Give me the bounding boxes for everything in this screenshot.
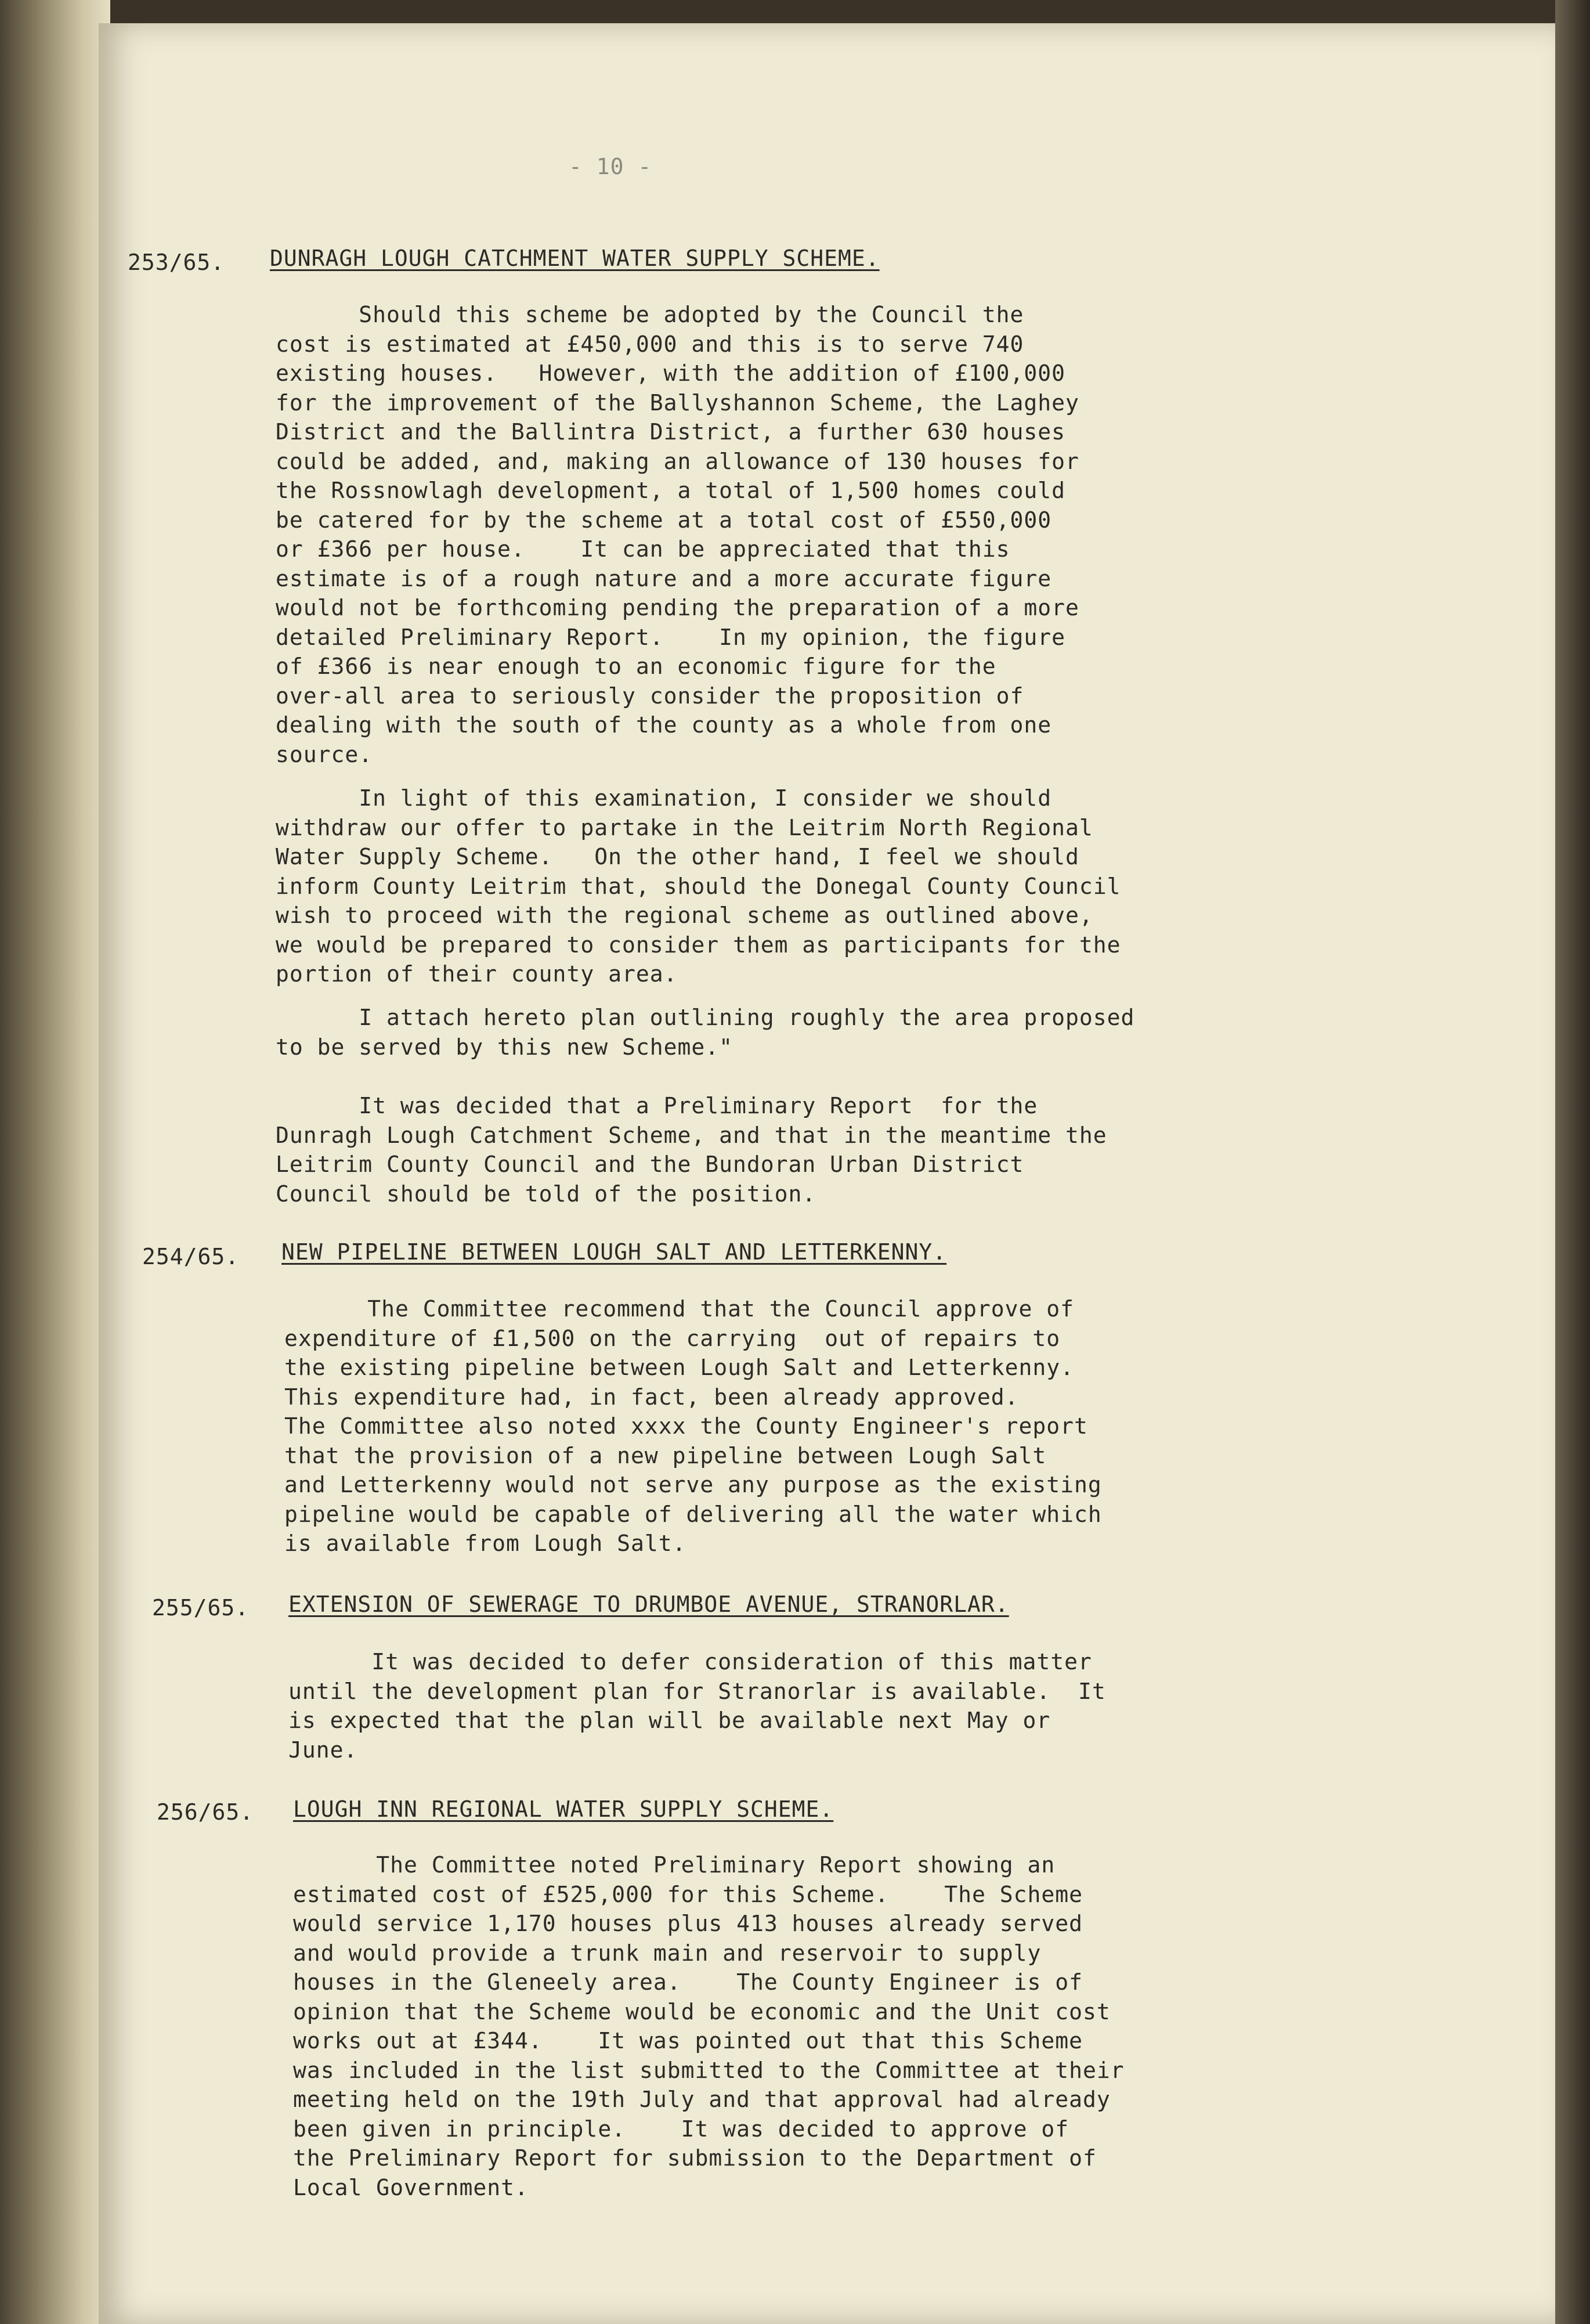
text-line: The Committee recommend that the Council approve of [284,1296,1075,1322]
text-line: Leitrim County Council and the Bundoran Urban District [276,1152,1024,1177]
text-line: or £366 per house. It can be appreciated that this [276,536,1010,562]
paragraph-253-3 [276,1003,1134,1062]
paragraph-253-1 [276,300,1079,769]
text-line: to be served by this new Scheme." [276,1034,733,1060]
minute-number-254: 254/65. [142,1244,240,1269]
text-line: Water Supply Scheme. On the other hand, I feel we should [276,844,1079,869]
book-edge [1555,0,1590,2324]
text-line: was included in the list submitted to the Committee at their [293,2057,1125,2083]
text-line: be catered for by the scheme at a total cost of £550,000 [276,507,1052,533]
text-line: would service 1,170 houses plus 413 houses already served [293,1911,1083,1936]
text-line: cost is estimated at £450,000 and this is to serve 740 [276,331,1024,357]
text-line: that the provision of a new pipeline between Lough Salt [284,1442,1047,1468]
text-line: of £366 is near enough to an economic figure for the [276,654,996,679]
text-line: could be added, and, making an allowance of 130 houses for [276,448,1079,474]
text-line: for the improvement of the Ballyshannon Scheme, the Laghey [276,389,1079,416]
text-line: detailed Preliminary Report. In my opinion, the figure [276,624,1066,650]
text-line: portion of their county area. [276,961,678,987]
text-line: and Letterkenny would not serve any purpose as the existing [284,1472,1102,1497]
text-line: would not be forthcoming pending the preparation of a more [276,595,1079,620]
text-line: estimate is of a rough nature and a more accurate figure [276,565,1052,591]
text-line: is expected that the plan will be available next May or [288,1708,1051,1733]
text-line: pipeline would be capable of delivering all the water which [284,1501,1102,1527]
text-line: I attach hereto plan outlining roughly the area proposed [276,1005,1135,1030]
heading-new-pipeline: NEW PIPELINE BETWEEN LOUGH SALT AND LETTERKENNY. [281,1239,947,1265]
text-line: Council should be told of the position. [276,1181,816,1207]
text-line: the Preliminary Report for submission to the Department of [293,2145,1097,2171]
text-line: The Committee also noted xxxx the County Engineer's report [284,1413,1088,1439]
text-line: Should this scheme be adopted by the Council the [276,302,1024,327]
heading-dunragh-lough: DUNRAGH LOUGH CATCHMENT WATER SUPPLY SCHEME. [270,246,880,271]
text-line: District and the Ballintra District, a further 630 houses [276,419,1066,445]
text-line: dealing with the south of the county as a whole from one [276,712,1052,738]
heading-extension-sewerage: EXTENSION OF SEWERAGE TO DRUMBOE AVENUE, STRANORLAR. [288,1592,1009,1617]
text-line: houses in the Gleneely area. The County Engineer is of [293,1969,1083,1995]
text-line: and would provide a trunk main and reservoir to supply [293,1940,1042,1966]
text-line: inform County Leitrim that, should the Donegal County Council [276,873,1121,899]
paragraph-256-1 [293,1850,1125,2202]
text-line: It was decided that a Preliminary Report for the [276,1093,1038,1118]
text-line: works out at £344. It was pointed out that this Scheme [293,2028,1083,2054]
text-line: over-all area to seriously consider the proposition of [276,683,1024,709]
paragraph-255-1 [288,1647,1106,1764]
text-line: It was decided to defer consideration of this matter [288,1649,1092,1675]
page-number: - 10 - [569,154,652,179]
paragraph-253-4 [276,1091,1107,1208]
minute-number-253: 253/65. [128,250,225,275]
minute-number-256: 256/65. [157,1799,254,1825]
text-line: withdraw our offer to partake in the Leitrim North Regional [276,814,1093,840]
text-line: is available from Lough Salt. [284,1531,686,1556]
paragraph-253-2 [276,784,1121,989]
text-line: meeting held on the 19th July and that approval had already [293,2087,1111,2112]
text-line: opinion that the Scheme would be economic and the Unit cost [293,1998,1111,2025]
book-binding [0,0,110,2324]
text-line: until the development plan for Stranorlar is available. It [288,1678,1106,1704]
text-line: been given in principle. It was decided to approve of [293,2116,1069,2142]
text-line: estimated cost of £525,000 for this Scheme. The Scheme [293,1881,1083,1907]
text-line: we would be prepared to consider them as participants for the [276,932,1121,958]
text-line: expenditure of £1,500 on the carrying out of repairs to [284,1325,1061,1351]
paragraph-254-1 [284,1294,1102,1558]
text-line: Dunragh Lough Catchment Scheme, and that in the meantime the [276,1122,1107,1148]
text-line: wish to proceed with the regional scheme as outlined above, [276,903,1093,928]
minute-number-255: 255/65. [152,1595,250,1621]
text-line: This expenditure had, in fact, been already approved. [284,1384,1019,1410]
text-line: Local Government. [293,2174,529,2200]
text-line: The Committee noted Preliminary Report showing an [293,1852,1056,1878]
heading-lough-inn: LOUGH INN REGIONAL WATER SUPPLY SCHEME. [293,1796,834,1822]
text-line: the Rossnowlagh development, a total of 1,500 homes could [276,478,1066,503]
text-line: the existing pipeline between Lough Salt and Letterkenny. [284,1355,1075,1380]
text-line: existing houses. However, with the addition of £100,000 [276,360,1066,386]
text-line: In light of this examination, I consider we should [276,785,1052,811]
text-line: source. [276,741,373,767]
text-line: June. [288,1737,358,1763]
